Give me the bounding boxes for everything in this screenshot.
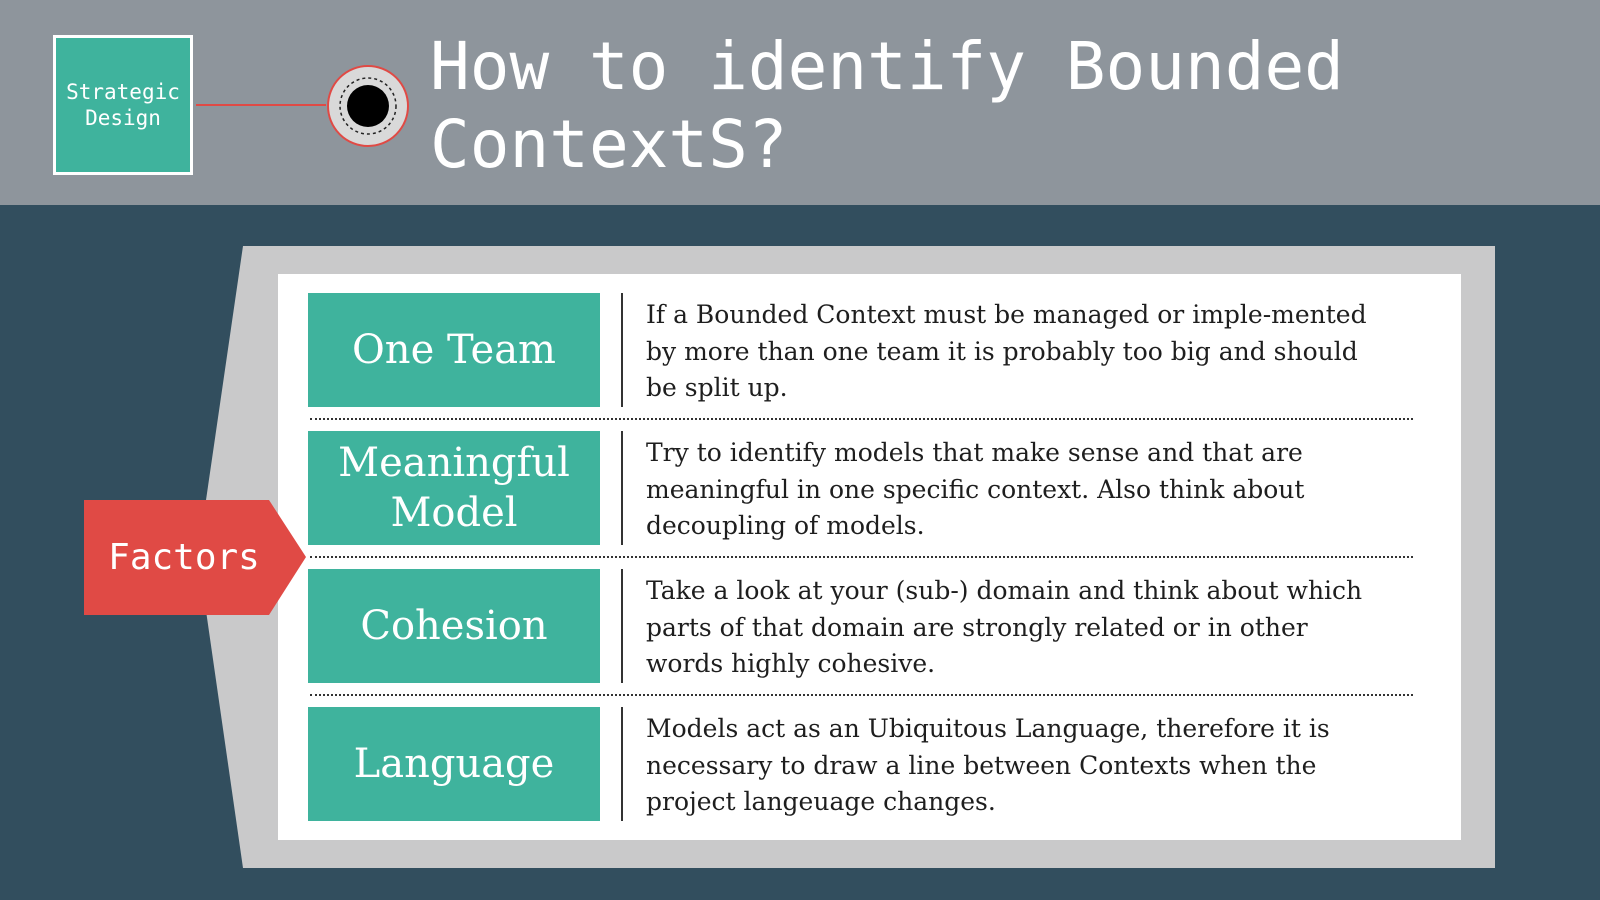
factor-description: Take a look at your (sub-) domain and think about which parts of that domain are strongly related or in other words highly cohesive. [646, 576, 1363, 678]
factor-label: One Team [308, 293, 600, 407]
page-title: How to identify Bounded ContextS? [430, 28, 1344, 183]
factor-label: Cohesion [308, 569, 600, 683]
factors-label: Factors [108, 537, 260, 578]
strategic-design-tag: Strategic Design [53, 35, 193, 175]
factor-description: Try to identify models that make sense and that are meaningful in one specific context. Also think about decoupling of models. [646, 438, 1305, 540]
factor-description: Models act as an Ubiquitous Language, therefore it is necessary to draw a line between Contexts when the project langeuage changes. [646, 714, 1330, 816]
factor-label: Language [308, 707, 600, 821]
factor-label: Meaningful Model [308, 431, 600, 545]
factor-description: If a Bounded Context must be managed or imple-mented by more than one team it is probably too big and should be split up. [646, 300, 1367, 402]
